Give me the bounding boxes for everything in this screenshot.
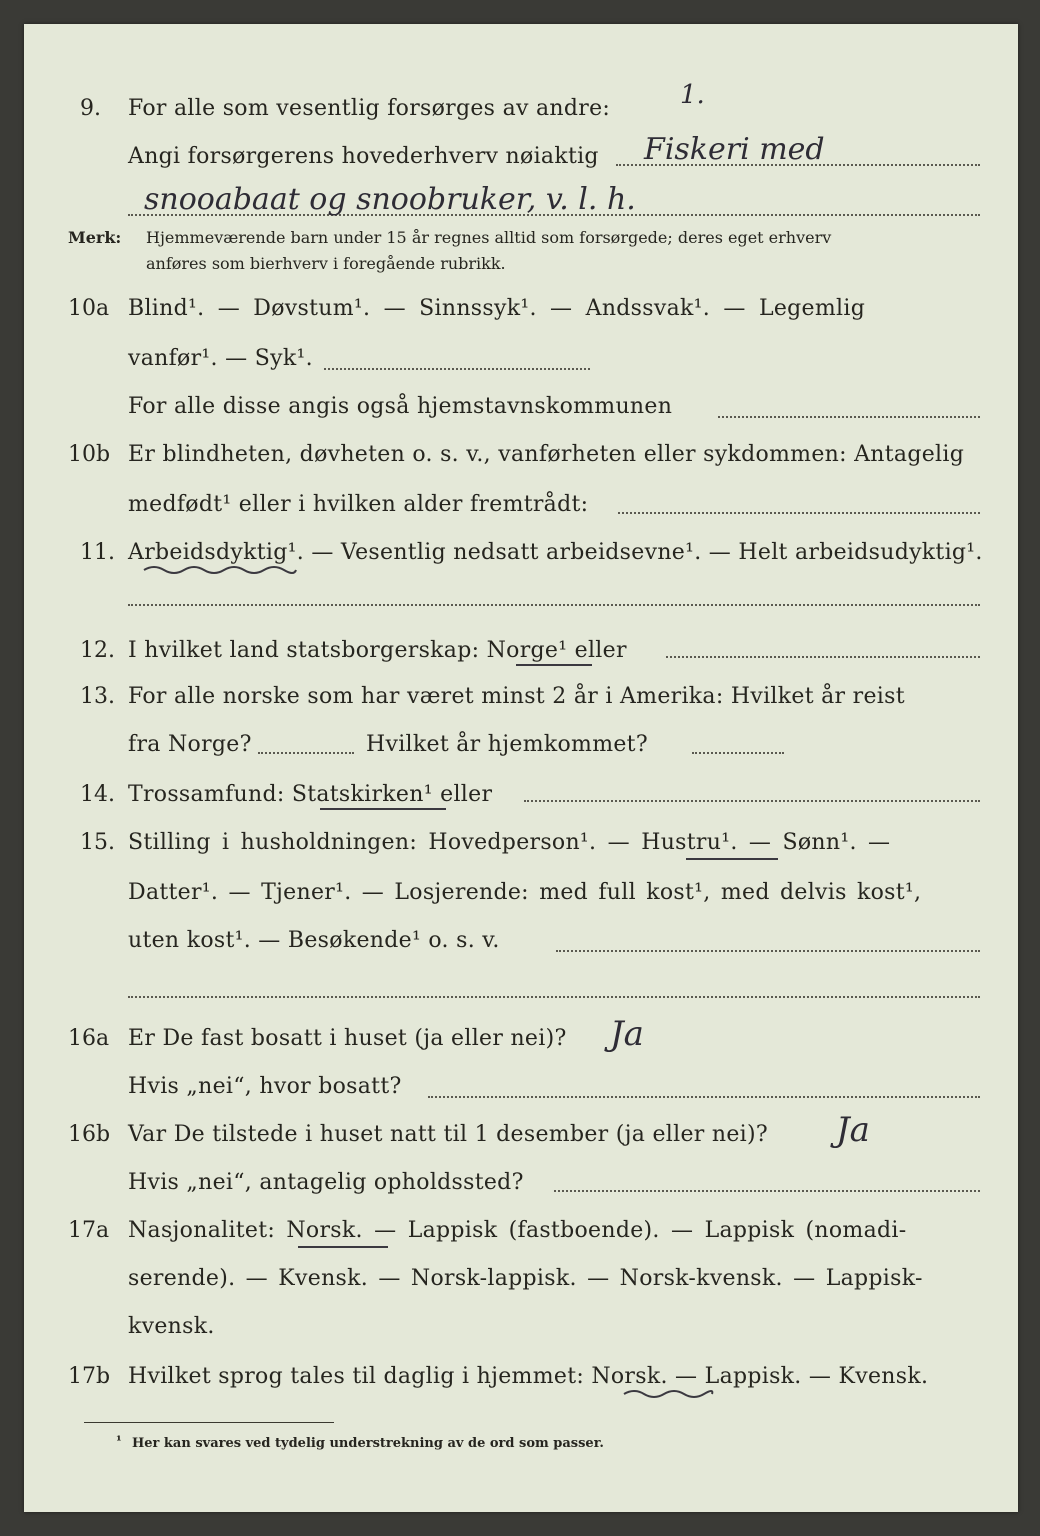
q10b-line1: Er blindheten, døvheten o. s. v., vanførheten eller sykdommen: Antagelig: [128, 442, 965, 467]
q12-answer-line: [666, 656, 980, 658]
q17b-number: 17b: [68, 1364, 111, 1389]
footnote-mark: ¹: [116, 1434, 122, 1449]
q15-answer-line-4: [128, 996, 980, 998]
q16b-answer-line-2: [554, 1190, 980, 1192]
q12-line1: I hvilket land statsborgerskap: Norge¹ eller: [128, 638, 627, 663]
q14-line1: Trossamfund: Statskirken¹ eller: [128, 782, 493, 807]
q10b-line2: medfødt¹ eller i hvilken alder fremtrådt:: [128, 492, 589, 517]
q15-underline-hustru: [686, 858, 778, 860]
q13-line2a: fra Norge?: [128, 732, 252, 757]
merk-label: Merk:: [68, 228, 122, 247]
merk-line1: Hjemmeværende barn under 15 år regnes alltid som forsørgede; deres eget erhverv: [146, 228, 832, 247]
q14-number: 14.: [80, 782, 115, 807]
q17b-line1: Hvilket sprog tales til daglig i hjemmet: Norsk. — Lappisk. — Kvensk.: [128, 1364, 929, 1389]
q15-line1: Stilling i husholdningen: Hovedperson¹. — Hustru¹. — Sønn¹. —: [128, 830, 891, 855]
merk-line2: anføres som bierhverv i foregående rubrikk.: [146, 254, 506, 273]
q10a-answer-line-2: [324, 368, 590, 370]
q16b-line2: Hvis „nei“, antagelig opholdssted?: [128, 1170, 524, 1195]
q15-number: 15.: [80, 830, 115, 855]
q10b-number: 10b: [68, 442, 111, 467]
q14-answer-line: [524, 800, 980, 802]
footnote-text: Her kan svares ved tydelig understrekning av de ord som passer.: [132, 1436, 604, 1451]
q16a-line1: Er De fast bosatt i huset (ja eller nei)?: [128, 1026, 567, 1051]
q13-number: 13.: [80, 684, 115, 709]
q17a-line3: kvensk.: [128, 1314, 215, 1339]
q17a-line1: Nasjonalitet: Norsk. — Lappisk (fastboende). — Lappisk (nomadi-: [128, 1218, 907, 1243]
q16a-answer-line-2: [428, 1096, 980, 1098]
q16a-number: 16a: [68, 1026, 110, 1051]
q15-line2: Datter¹. — Tjener¹. — Losjerende: med full kost¹, med delvis kost¹,: [128, 880, 922, 905]
footnote-rule: [84, 1422, 334, 1423]
q10a-answer-line-3: [718, 416, 980, 418]
q16b-line1: Var De tilstede i huset natt til 1 desember (ja eller nei)?: [128, 1122, 768, 1147]
q14-underline-statskirken: [320, 808, 446, 810]
q15-answer-line-3: [556, 950, 980, 952]
census-form-page: [24, 24, 1018, 1512]
q10a-line1: Blind¹. — Døvstum¹. — Sinnssyk¹. — Andssvak¹. — Legemlig: [128, 296, 866, 321]
q10a-line2: vanfør¹. — Syk¹.: [128, 346, 313, 371]
q12-number: 12.: [80, 638, 115, 663]
q13-line1: For alle norske som har været minst 2 år i Amerika: Hvilket år reist: [128, 684, 905, 709]
q9-answer-2: Fiskeri med: [644, 132, 825, 167]
q17a-number: 17a: [68, 1218, 110, 1243]
q9-number: 9.: [80, 96, 101, 121]
q12-underline-norge: [516, 664, 592, 666]
q9-line2: Angi forsørgerens hovederhverv nøiaktig: [128, 144, 599, 169]
q13-line2b: Hvilket år hjemkommet?: [366, 732, 648, 757]
q10a-number: 10a: [68, 296, 110, 321]
q11-number: 11.: [80, 540, 115, 565]
q16a-answer: Ja: [610, 1014, 644, 1054]
q11-underline-arbeidsdyktig: [142, 564, 298, 576]
q9-answer-3: snooabaat og snoobruker, v. l. h.: [144, 182, 636, 217]
q10a-line3: For alle disse angis også hjemstavnskommunen: [128, 394, 673, 419]
q15-line3: uten kost¹. — Besøkende¹ o. s. v.: [128, 928, 500, 953]
q9-line1: For alle som vesentlig forsørges av andre:: [128, 96, 611, 121]
q17a-line2: serende). — Kvensk. — Norsk-lappisk. — Norsk-kvensk. — Lappisk-: [128, 1266, 923, 1291]
q10b-answer-line: [618, 512, 980, 514]
q16a-line2: Hvis „nei“, hvor bosatt?: [128, 1074, 402, 1099]
q9-answer-1: 1.: [680, 80, 705, 110]
q16b-number: 16b: [68, 1122, 111, 1147]
q11-line1: Arbeidsdyktig¹. — Vesentlig nedsatt arbeidsevne¹. — Helt arbeidsudyktig¹.: [128, 540, 983, 565]
q13-answer-line-reist: [258, 752, 354, 754]
q13-answer-line-hjemkommet: [692, 752, 784, 754]
q16b-answer: Ja: [836, 1110, 870, 1150]
q11-answer-line: [128, 604, 980, 606]
q17b-underline-norsk: [622, 1388, 714, 1400]
q17a-underline-norsk: [298, 1246, 388, 1248]
